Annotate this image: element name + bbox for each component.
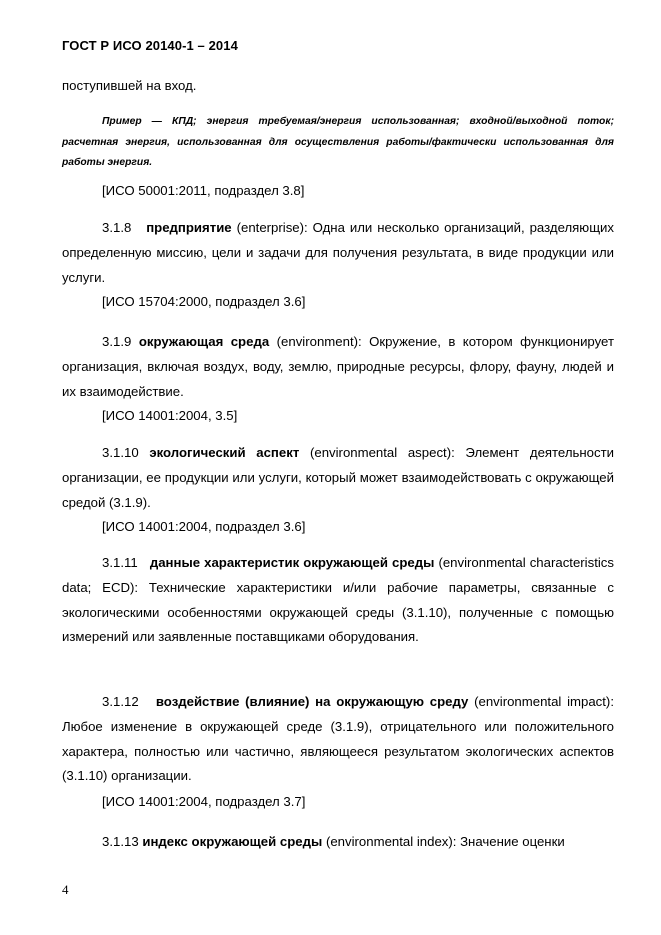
clause-number: 3.1.13 [102, 834, 139, 849]
document-header: ГОСТ Р ИСО 20140-1 – 2014 [62, 38, 238, 53]
clause-number: 3.1.8 [102, 220, 132, 235]
term-environmental-characteristics-data: данные характеристик окружающей среды [149, 555, 435, 570]
term-environmental-index: индекс окружающей среды [142, 834, 323, 849]
term-environmental-impact: воздействие (влияние) на окружающую среду [155, 694, 469, 709]
definition-3-1-12 [62, 690, 614, 789]
term-enterprise: предприятие [146, 220, 232, 235]
continuation-text: поступившей на вход. [62, 78, 197, 93]
definition-text: (environmental characteristics data; ECD): Технические характеристики и/или рабочие параметры, связанные с экологическими особенностями окружающей среды (3.1.10), полученные с помощью измерений или заявленные поставщиками оборудования. [62, 555, 614, 645]
definition-text: (environmental aspect): Элемент деятельности организации, ее продукции или услуги, который может взаимодействовать с окружающей средой (3.1.9). [62, 445, 615, 510]
page-number: 4 [62, 882, 69, 897]
clause-number: 3.1.11 [102, 555, 138, 570]
definition-text: (environmental impact): Любое изменение в окружающей среде (3.1.9), отрицательного или положительного характера, полностью или частично, являющееся результатом экологических аспектов (3.1.10) организации. [62, 694, 614, 784]
reference-iso-14001-3-6: [ИСО 14001:2004, подраздел 3.6] [102, 519, 306, 534]
clause-number: 3.1.9 [102, 334, 132, 349]
reference-iso-15704: [ИСО 15704:2000, подраздел 3.6] [102, 294, 306, 309]
definition-text: (environment): Окружение, в котором функционирует организация, включая воздух, воду, землю, природные ресурсы, флору, фауну, людей и их взаимодействие. [62, 334, 614, 399]
clause-number: 3.1.12 [102, 694, 139, 709]
term-environmental-aspect: экологический аспект [149, 445, 300, 460]
reference-iso-50001: [ИСО 50001:2011, подраздел 3.8] [102, 183, 305, 198]
definition-text: (environmental index): Значение оценки [325, 834, 565, 849]
definition-3-1-10 [62, 441, 614, 515]
definition-text: (enterprise): Одна или несколько организаций, разделяющих определенную миссию, цели и задачи для получения результата, в виде продукции или услуги. [62, 220, 615, 285]
term-environment: окружающая среда [138, 334, 270, 349]
definition-3-1-9 [62, 330, 614, 404]
definition-3-1-11 [62, 551, 614, 650]
reference-iso-14001-3-7: [ИСО 14001:2004, подраздел 3.7] [102, 794, 306, 809]
definition-3-1-8 [62, 216, 614, 290]
reference-iso-14001-3-5: [ИСО 14001:2004, 3.5] [102, 408, 238, 423]
clause-number: 3.1.10 [102, 445, 139, 460]
example-note: Пример — КПД; энергия требуемая/энергия использованная; входной/выходной поток; расчетная энергия, использованная для осуществления работы/фактически использованная для работы энергия. [62, 116, 614, 168]
definition-3-1-13 [62, 830, 614, 855]
